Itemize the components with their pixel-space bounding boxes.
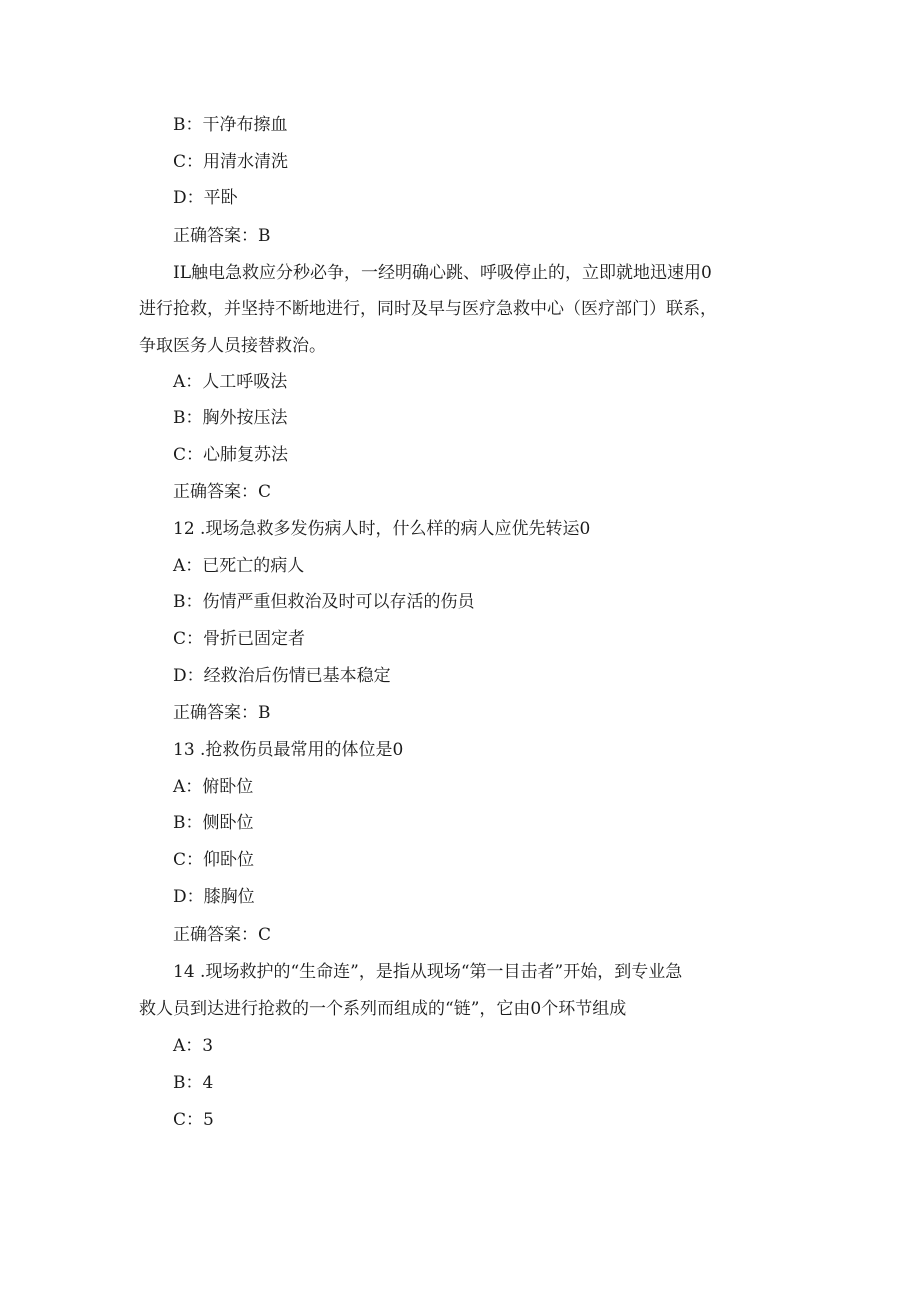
q13-answer: 正确答案：C xyxy=(173,925,272,945)
q12-option-a: A：已死亡的病人 xyxy=(173,556,305,576)
q10-answer: 正确答案：B xyxy=(173,226,271,246)
q12-option-d: D：经救治后伤情已基本稳定 xyxy=(173,666,391,686)
q13-stem: 13 .抢救伤员最常用的体位是0 xyxy=(173,740,404,760)
q12-option-c: C：骨折已固定者 xyxy=(173,629,306,649)
q11-option-a: A：人工呼吸法 xyxy=(173,372,288,392)
q13-option-b: B：侧卧位 xyxy=(173,813,254,833)
q10-option-b: B：干净布擦血 xyxy=(173,115,288,135)
q10-option-c: C：用清水清洗 xyxy=(173,152,289,172)
q12-answer: 正确答案：B xyxy=(173,703,271,723)
q11-option-b: B：胸外按压法 xyxy=(173,408,288,428)
q11-answer: 正确答案：C xyxy=(173,482,272,502)
q14-stem-line1: 14 .现场救护的“生命连”，是指从现场“第一目击者”开始，到专业急 xyxy=(173,962,683,982)
q13-option-c: C：仰卧位 xyxy=(173,850,255,870)
q11-stem-line2: 进行抢救，并坚持不断地进行，同时及早与医疗急救中心（医疗部门）联系， xyxy=(139,299,717,319)
q14-option-b: B：4 xyxy=(173,1073,214,1093)
q14-option-a: A：3 xyxy=(173,1036,214,1056)
q14-option-c: C：5 xyxy=(173,1110,214,1130)
q14-stem-line2: 救人员到达进行抢救的一个系列而组成的“链”，它由0个环节组成 xyxy=(139,999,627,1019)
q11-stem-line3: 争取医务人员接替救治。 xyxy=(139,336,326,356)
q13-option-d: D：膝胸位 xyxy=(173,887,255,907)
q12-stem: 12 .现场急救多发伤病人时，什么样的病人应优先转运0 xyxy=(173,519,591,539)
q10-option-d: D：平卧 xyxy=(173,188,238,208)
q11-stem-line1: IL触电急救应分秒必争，一经明确心跳、呼吸停止的，立即就地迅速用0 xyxy=(173,263,712,283)
q13-option-a: A：俯卧位 xyxy=(173,777,254,797)
q12-option-b: B：伤情严重但救治及时可以存活的伤员 xyxy=(173,592,475,612)
q11-option-c: C：心肺复苏法 xyxy=(173,445,289,465)
